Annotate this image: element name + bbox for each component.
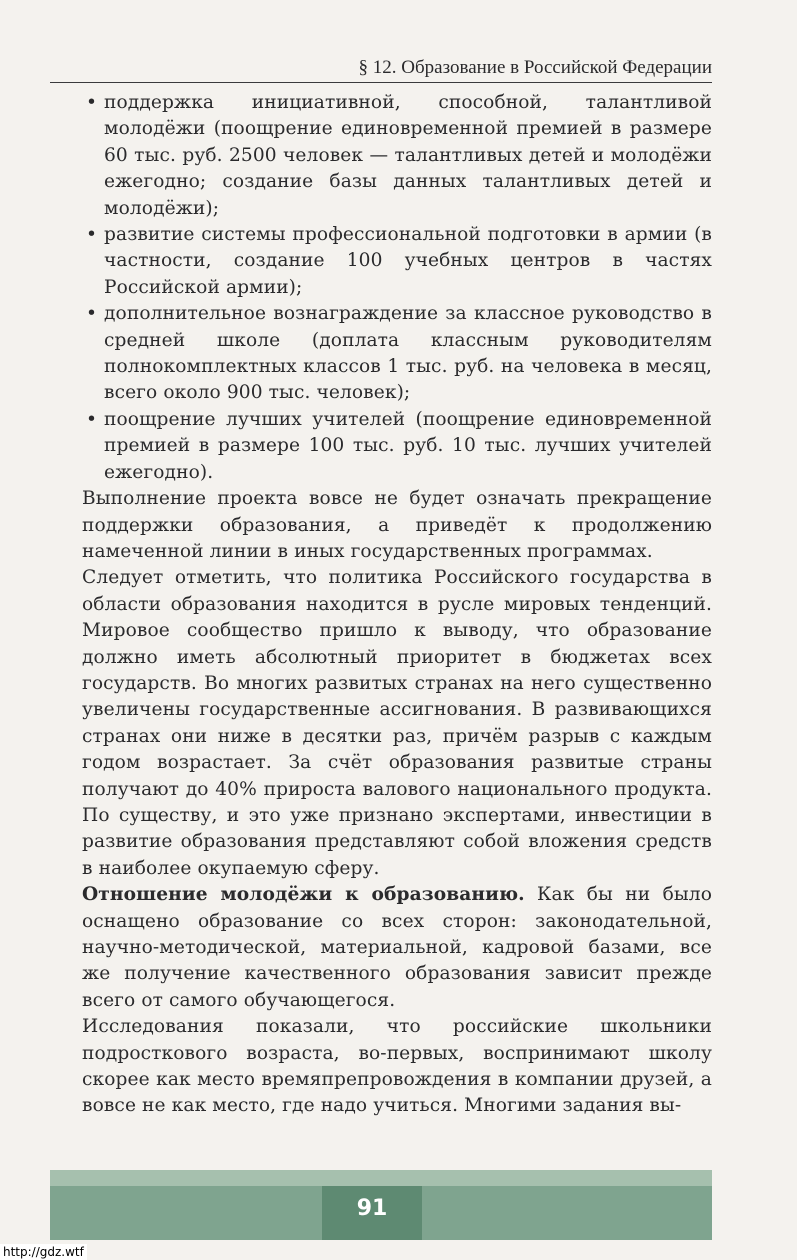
footer-top-strip [50,1170,712,1186]
list-item [82,301,712,407]
list-item-text: дополнительное вознаграждение за классное руководство в средней школе (доплата классным руководителям полнокомплектных классов 1 тыс. руб. на человека в месяц, всего около 900 тыс. человек); [104,303,712,404]
list-item [82,407,712,486]
paragraph: Выполнение проекта вовсе не будет означать прекращение поддержки образования, а приведёт к продолжению намеченной линии в иных государственных программах. [82,488,712,562]
bullet-icon: • [86,92,98,113]
page-body [82,90,712,1120]
paragraph: Следует отметить, что политика Российского государства в области образования находится в русле мировых тенденций. Мировое сообщество пришло к выводу, что образование должно иметь абсолютный приоритет в бюджетах всех государств. Во многих развитых странах на него существенно увеличены государственные ассигнования. В развивающихся странах они ниже в десятки раз, причём разрыв с каждым годом возрастает. За счёт образования развитые страны получают до 40% прироста валового национального продукта. По существу, и это уже признано экспертами, инвестиции в развитие образования представляют собой вложения средств в наиболее окупаемую сферу. [82,567,712,879]
paragraph [82,882,712,1014]
bullet-icon: • [86,224,98,246]
section-lead-heading: Отношение молодёжи к образованию. [82,884,525,906]
list-item-text: поддержка инициативной, способной, талантливой молодёжи (поощрение единовременной премией в размере 60 тыс. руб. 2500 человек — талантливых детей и молодёжи ежегодно; создание базы данных талантливых детей и молодёжи); [104,92,712,219]
list-item [82,222,712,301]
paragraph: Исследования показали, что российские школьники подросткового возраста, во-первых, воспринимают школу скорее как место времяпрепровождения в компании друзей, а вовсе не как место, где надо учиться. Многими задания вы- [82,1016,712,1117]
bullet-icon: • [86,303,98,325]
list-item-text: развитие системы профессиональной подготовки в армии (в частности, создание 100 учебных центров в частях Российской армии); [104,224,712,298]
watermark-link[interactable]: http://gdz.wtf [0,1244,87,1260]
paragraph-text: Как бы ни было оснащено образование со всех сторон: законодательной, научно-методической, материальной, кадровой базами, все же получение качественного образования зависит прежде всего от самого обучающегося. [82,884,712,1011]
bullet-icon: • [86,408,98,430]
running-header: § 12. Образование в Российской Федерации [50,56,712,83]
bullet-list [82,90,712,486]
page-number: 91 [356,1196,388,1221]
list-item-text: поощрение лучших учителей (поощрение единовременной премией в размере 100 тыс. руб. 10 тыс. лучших учителей ежегодно). [104,408,712,483]
list-item [82,90,712,222]
footer-band [50,1170,712,1240]
